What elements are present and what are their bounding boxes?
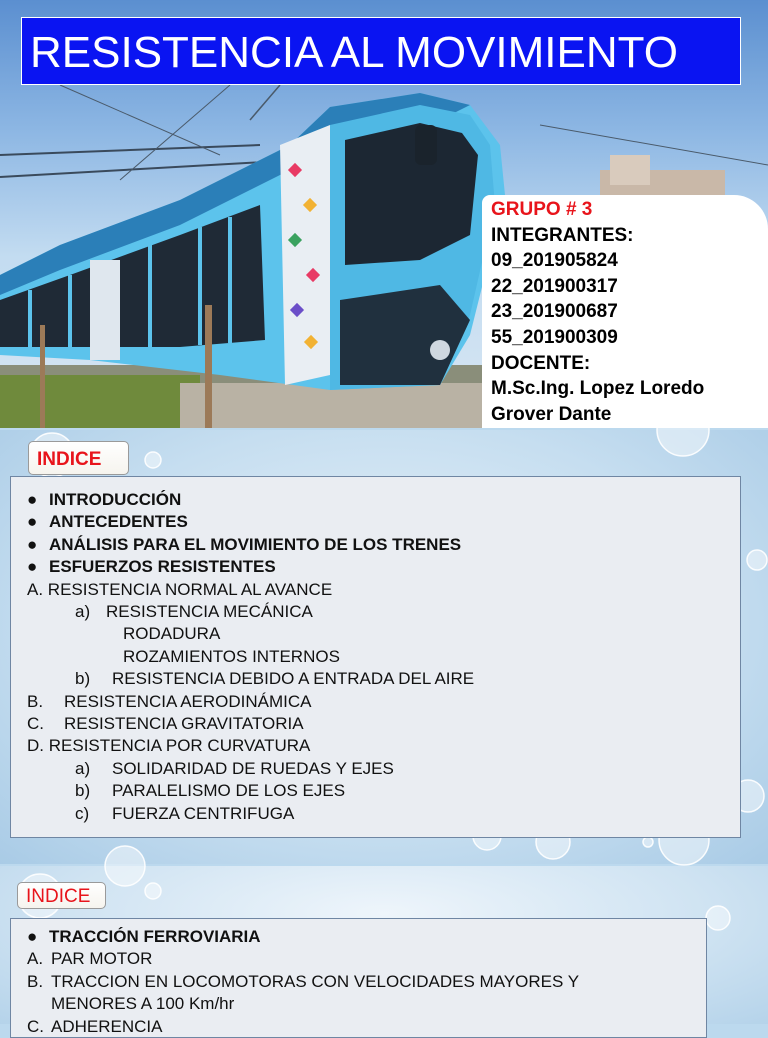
list-item: C. RESISTENCIA GRAVITATORIA	[27, 714, 304, 734]
list-item: a) SOLIDARIDAD DE RUEDAS Y EJES	[75, 758, 394, 778]
member-id: 09_201905824	[491, 250, 618, 272]
list-item: RODADURA	[123, 624, 221, 644]
members-label: INTEGRANTES:	[491, 224, 634, 246]
list-item: ● TRACCIÓN FERROVIARIA	[27, 926, 706, 948]
group-info-box	[482, 195, 768, 428]
bullet-icon: ●	[27, 490, 38, 509]
tab-indice-label: INDICE	[37, 449, 102, 470]
member-id: 23_201900687	[491, 301, 618, 323]
index-panel	[10, 918, 707, 1038]
list-item: B. RESISTENCIA AERODINÁMICA	[27, 691, 312, 711]
list-item: b) PARALELISMO DE LOS EJES	[75, 781, 346, 801]
bullet-icon: ●	[27, 557, 38, 577]
bullet-icon: ●	[27, 534, 38, 554]
bullet-icon: ●	[27, 512, 38, 532]
list-item: D. RESISTENCIA POR CURVATURA	[27, 736, 311, 756]
list-item: C. ADHERENCIA	[27, 1016, 163, 1036]
teacher-name-line1: M.Sc.Ing. Lopez Loredo	[491, 378, 705, 400]
bullet-icon: ●	[27, 927, 38, 946]
title-slide	[0, 0, 768, 428]
tab-indice	[17, 882, 106, 909]
list-item: ● ANTECEDENTES	[27, 511, 740, 533]
list-item: b) RESISTENCIA DEBIDO A ENTRADA DEL AIRE	[75, 669, 475, 689]
group-label: GRUPO # 3	[491, 199, 593, 220]
list-item-continuation: MENORES A 100 Km/hr	[51, 994, 235, 1014]
teacher-name-line2: Grover Dante	[491, 403, 612, 425]
index-slide-1	[0, 430, 768, 864]
list-item: A. PAR MOTOR	[27, 949, 153, 969]
list-item: a) RESISTENCIA MECÁNICA	[75, 602, 313, 622]
tab-indice	[28, 441, 129, 475]
member-id: 55_201900309	[491, 326, 618, 348]
tab-indice-label: INDICE	[26, 886, 91, 907]
teacher-label: DOCENTE:	[491, 352, 591, 374]
list-item: c) FUERZA CENTRIFUGA	[75, 803, 295, 823]
index-panel	[10, 476, 741, 838]
list-item: ● ESFUERZOS RESISTENTES	[27, 556, 740, 578]
list-item: A. RESISTENCIA NORMAL AL AVANCE	[27, 579, 333, 599]
member-id: 22_201900317	[491, 275, 618, 297]
list-item: ● INTRODUCCIÓN	[27, 489, 740, 511]
index-slide-2	[0, 866, 768, 1036]
title-box	[21, 17, 741, 85]
list-item: ROZAMIENTOS INTERNOS	[123, 646, 340, 666]
list-item: B. TRACCION EN LOCOMOTORAS CON VELOCIDADES MAYORES Y	[27, 971, 580, 991]
page-title: RESISTENCIA AL MOVIMIENTO	[30, 28, 678, 77]
list-item: ● ANÁLISIS PARA EL MOVIMIENTO DE LOS TRENES	[27, 534, 740, 556]
